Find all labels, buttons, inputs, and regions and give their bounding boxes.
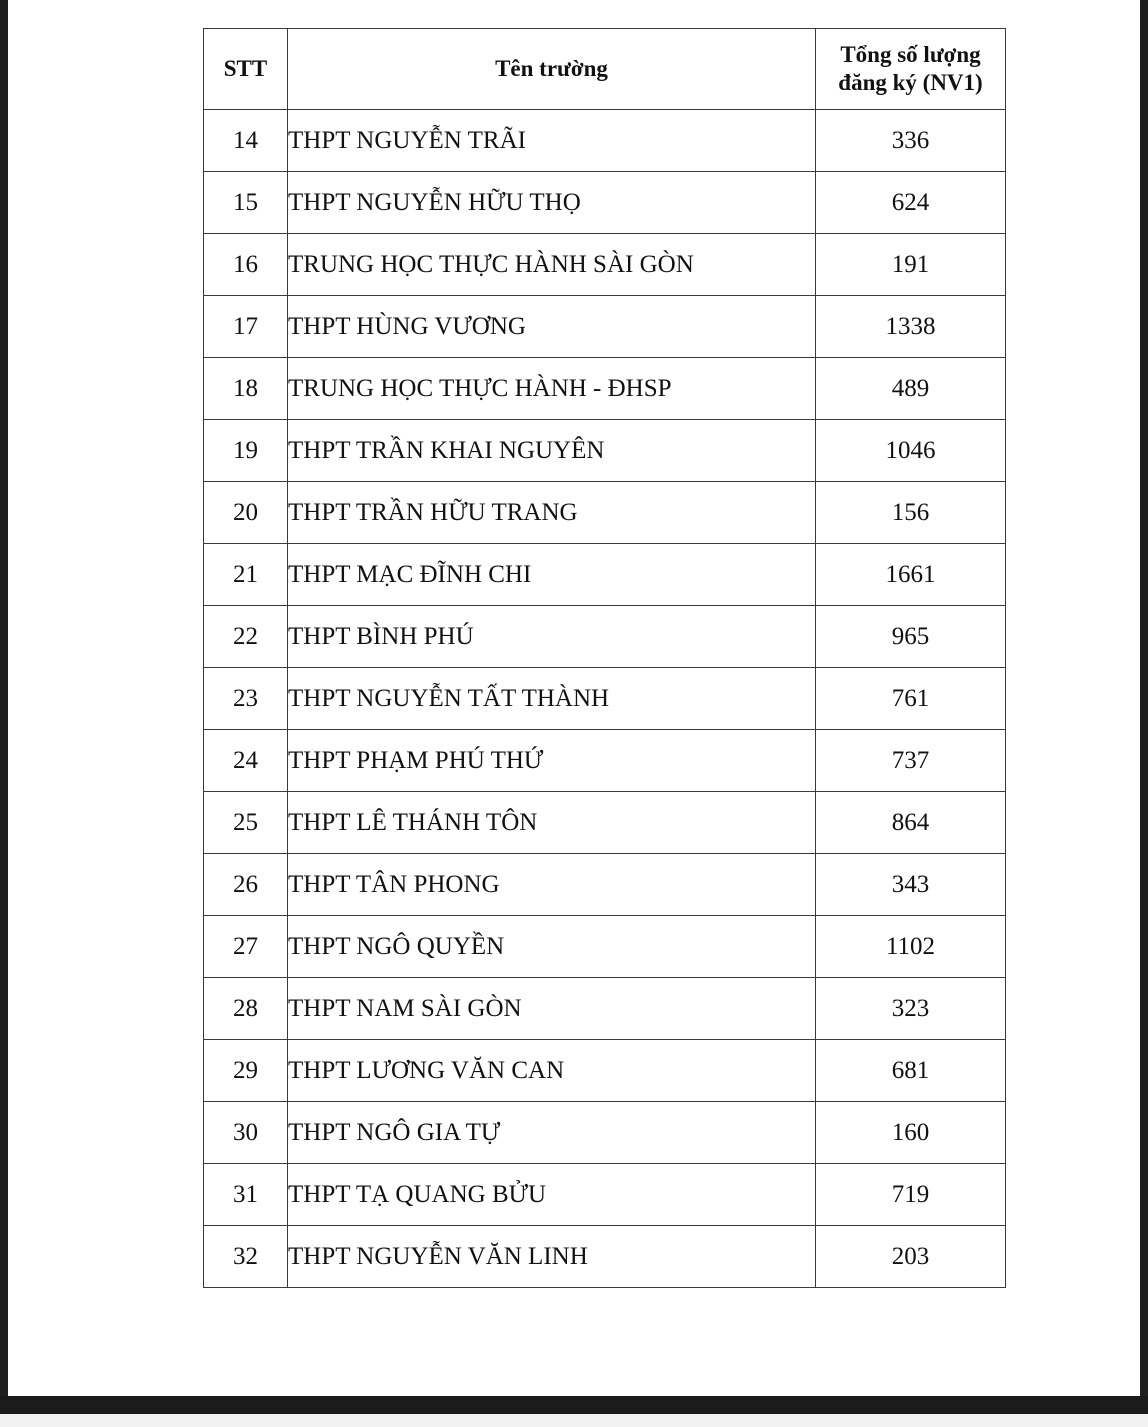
row-school-name: THPT TRẦN HỮU TRANG <box>288 482 816 544</box>
row-school-name: TRUNG HỌC THỰC HÀNH - ĐHSP <box>288 358 816 420</box>
row-school-name: THPT PHẠM PHÚ THỨ <box>288 730 816 792</box>
table-row <box>204 792 1006 854</box>
table-header-row <box>204 29 1006 110</box>
row-school-name: THPT NGUYỄN HỮU THỌ <box>288 172 816 234</box>
row-stt: 32 <box>204 1226 288 1288</box>
row-total: 965 <box>816 606 1006 668</box>
row-school-name: THPT NGUYỄN TRÃI <box>288 110 816 172</box>
table-row <box>204 978 1006 1040</box>
row-total: 624 <box>816 172 1006 234</box>
row-school-name: TRUNG HỌC THỰC HÀNH SÀI GÒN <box>288 234 816 296</box>
table-row <box>204 544 1006 606</box>
row-stt: 26 <box>204 854 288 916</box>
row-stt: 21 <box>204 544 288 606</box>
row-total: 336 <box>816 110 1006 172</box>
bottom-bar <box>0 1396 1148 1427</box>
row-school-name: THPT LƯƠNG VĂN CAN <box>288 1040 816 1102</box>
row-stt: 15 <box>204 172 288 234</box>
row-total: 737 <box>816 730 1006 792</box>
row-school-name: THPT TẠ QUANG BỬU <box>288 1164 816 1226</box>
header-total-line1: Tổng số lượng <box>840 42 981 67</box>
table-row <box>204 1164 1006 1226</box>
row-school-name: THPT NGÔ GIA TỰ <box>288 1102 816 1164</box>
table-body <box>204 110 1006 1288</box>
registration-table <box>203 28 1006 1288</box>
bottom-strip <box>0 1414 1148 1427</box>
row-stt: 29 <box>204 1040 288 1102</box>
row-stt: 27 <box>204 916 288 978</box>
row-total: 160 <box>816 1102 1006 1164</box>
table-row <box>204 358 1006 420</box>
row-stt: 16 <box>204 234 288 296</box>
table-row <box>204 296 1006 358</box>
row-total: 761 <box>816 668 1006 730</box>
table-row <box>204 1040 1006 1102</box>
table-row <box>204 1226 1006 1288</box>
header-total-registrations <box>816 29 1006 110</box>
row-total: 191 <box>816 234 1006 296</box>
row-school-name: THPT TÂN PHONG <box>288 854 816 916</box>
table-row <box>204 730 1006 792</box>
row-school-name: THPT LÊ THÁNH TÔN <box>288 792 816 854</box>
row-total: 323 <box>816 978 1006 1040</box>
row-total: 719 <box>816 1164 1006 1226</box>
table-row <box>204 606 1006 668</box>
header-stt: STT <box>204 29 288 110</box>
row-school-name: THPT NGUYỄN TẤT THÀNH <box>288 668 816 730</box>
table-row <box>204 854 1006 916</box>
row-stt: 31 <box>204 1164 288 1226</box>
row-stt: 20 <box>204 482 288 544</box>
row-stt: 14 <box>204 110 288 172</box>
row-school-name: THPT HÙNG VƯƠNG <box>288 296 816 358</box>
row-total: 864 <box>816 792 1006 854</box>
row-school-name: THPT NGÔ QUYỀN <box>288 916 816 978</box>
row-total: 156 <box>816 482 1006 544</box>
row-stt: 19 <box>204 420 288 482</box>
table-row <box>204 110 1006 172</box>
row-total: 343 <box>816 854 1006 916</box>
row-total: 681 <box>816 1040 1006 1102</box>
row-stt: 28 <box>204 978 288 1040</box>
table-row <box>204 234 1006 296</box>
row-stt: 17 <box>204 296 288 358</box>
row-school-name: THPT MẠC ĐĨNH CHI <box>288 544 816 606</box>
row-stt: 30 <box>204 1102 288 1164</box>
table-row <box>204 916 1006 978</box>
row-school-name: THPT TRẦN KHAI NGUYÊN <box>288 420 816 482</box>
table-row <box>204 482 1006 544</box>
row-stt: 24 <box>204 730 288 792</box>
row-stt: 18 <box>204 358 288 420</box>
row-total: 1046 <box>816 420 1006 482</box>
row-total: 1661 <box>816 544 1006 606</box>
header-total-line2: đăng ký (NV1) <box>838 70 983 95</box>
row-school-name: THPT NGUYỄN VĂN LINH <box>288 1226 816 1288</box>
row-school-name: THPT NAM SÀI GÒN <box>288 978 816 1040</box>
table-row <box>204 668 1006 730</box>
table-row <box>204 172 1006 234</box>
table-row <box>204 1102 1006 1164</box>
row-stt: 23 <box>204 668 288 730</box>
row-total: 1338 <box>816 296 1006 358</box>
row-total: 489 <box>816 358 1006 420</box>
row-total: 203 <box>816 1226 1006 1288</box>
document-page <box>8 0 1140 1396</box>
row-stt: 22 <box>204 606 288 668</box>
table-row <box>204 420 1006 482</box>
row-total: 1102 <box>816 916 1006 978</box>
row-stt: 25 <box>204 792 288 854</box>
row-school-name: THPT BÌNH PHÚ <box>288 606 816 668</box>
header-school-name: Tên trường <box>288 29 816 110</box>
